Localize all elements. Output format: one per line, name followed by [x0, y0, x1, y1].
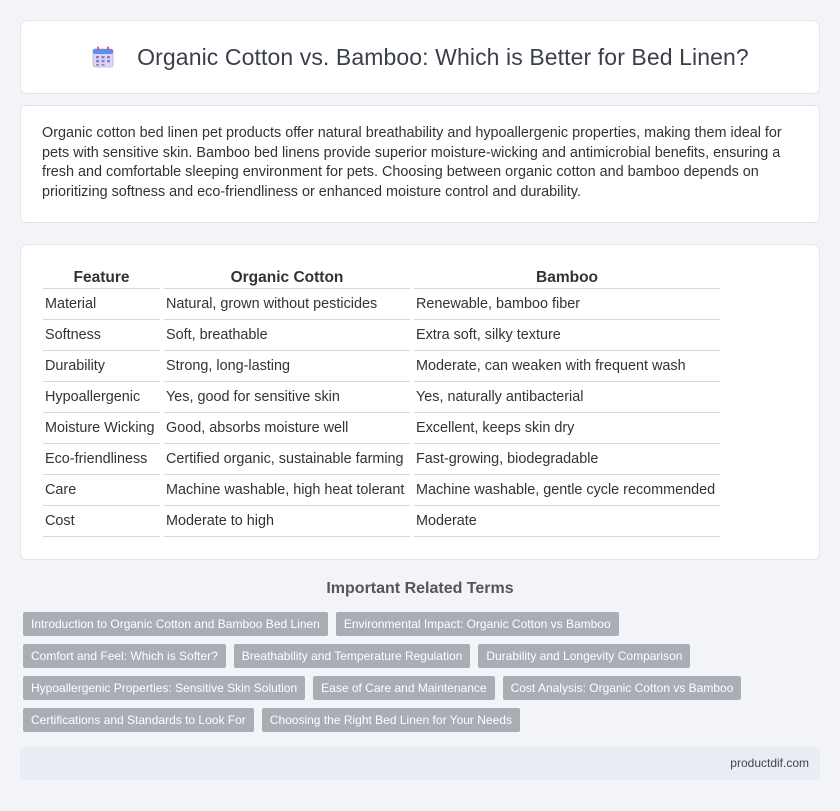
related-term-tag[interactable]: Environmental Impact: Organic Cotton vs Bamboo	[336, 612, 619, 636]
intro-card	[20, 105, 820, 223]
bamboo-cell: Renewable, bamboo fiber	[414, 289, 720, 320]
feature-cell: Care	[43, 475, 160, 506]
tag-row	[23, 644, 823, 668]
table-row	[43, 475, 720, 506]
organic-cotton-cell: Moderate to high	[164, 506, 410, 537]
feature-cell: Softness	[43, 320, 160, 351]
intro-text: Organic cotton bed linen pet products offer natural breathability and hypoallergenic properties, making them ideal for pets with sensitive skin. Bamboo bed linens provide superior moisture-wicking and antimicrobial benefits, ensuring a fresh and comfortable sleeping environment for pets. Choosing between organic cotton and bamboo depends on prioritizing softness and eco-friendliness or enhanced moisture control and durability.	[42, 125, 782, 200]
bamboo-cell: Fast-growing, biodegradable	[414, 444, 720, 475]
table-row	[43, 444, 720, 475]
related-terms-tags	[23, 612, 823, 740]
organic-cotton-cell: Machine washable, high heat tolerant	[164, 475, 410, 506]
bamboo-cell: Yes, naturally antibacterial	[414, 382, 720, 413]
organic-cotton-cell: Good, absorbs moisture well	[164, 413, 410, 444]
table-row	[43, 413, 720, 444]
table-row	[43, 506, 720, 537]
bamboo-cell: Machine washable, gentle cycle recommended	[414, 475, 720, 506]
table-row	[43, 351, 720, 382]
table-row	[43, 289, 720, 320]
feature-cell: Moisture Wicking	[43, 413, 160, 444]
table-row	[43, 320, 720, 351]
organic-cotton-cell: Certified organic, sustainable farming	[164, 444, 410, 475]
header-bamboo: Bamboo	[414, 267, 720, 289]
bamboo-cell: Excellent, keeps skin dry	[414, 413, 720, 444]
related-term-tag[interactable]: Comfort and Feel: Which is Softer?	[23, 644, 226, 668]
related-term-tag[interactable]: Choosing the Right Bed Linen for Your Needs	[262, 708, 520, 732]
related-term-tag[interactable]: Breathability and Temperature Regulation	[234, 644, 471, 668]
feature-cell: Material	[43, 289, 160, 320]
tag-row	[23, 612, 823, 636]
tag-row	[23, 676, 823, 700]
feature-cell: Hypoallergenic	[43, 382, 160, 413]
related-term-tag[interactable]: Introduction to Organic Cotton and Bamboo Bed Linen	[23, 612, 328, 636]
organic-cotton-cell: Soft, breathable	[164, 320, 410, 351]
header-feature: Feature	[43, 267, 160, 289]
title-wrap	[91, 44, 749, 71]
calendar-icon	[91, 45, 115, 69]
comparison-table-card	[20, 244, 820, 560]
feature-cell: Cost	[43, 506, 160, 537]
feature-cell: Durability	[43, 351, 160, 382]
table-row	[43, 382, 720, 413]
bamboo-cell: Extra soft, silky texture	[414, 320, 720, 351]
footer	[20, 747, 820, 780]
page-title: Organic Cotton vs. Bamboo: Which is Better for Bed Linen?	[137, 43, 749, 70]
footer-site: productdif.com	[730, 756, 809, 770]
related-term-tag[interactable]: Durability and Longevity Comparison	[478, 644, 690, 668]
related-term-tag[interactable]: Cost Analysis: Organic Cotton vs Bamboo	[503, 676, 742, 700]
table-header-row	[43, 267, 720, 289]
organic-cotton-cell: Natural, grown without pesticides	[164, 289, 410, 320]
organic-cotton-cell: Strong, long-lasting	[164, 351, 410, 382]
comparison-table	[39, 267, 724, 537]
bamboo-cell: Moderate	[414, 506, 720, 537]
related-term-tag[interactable]: Ease of Care and Maintenance	[313, 676, 494, 700]
related-term-tag[interactable]: Hypoallergenic Properties: Sensitive Skin Solution	[23, 676, 305, 700]
header-organic-cotton: Organic Cotton	[164, 267, 410, 289]
feature-cell: Eco-friendliness	[43, 444, 160, 475]
header-card	[20, 20, 820, 94]
organic-cotton-cell: Yes, good for sensitive skin	[164, 382, 410, 413]
related-terms-title: Important Related Terms	[326, 580, 514, 597]
related-term-tag[interactable]: Certifications and Standards to Look For	[23, 708, 254, 732]
bamboo-cell: Moderate, can weaken with frequent wash	[414, 351, 720, 382]
tag-row	[23, 708, 823, 732]
